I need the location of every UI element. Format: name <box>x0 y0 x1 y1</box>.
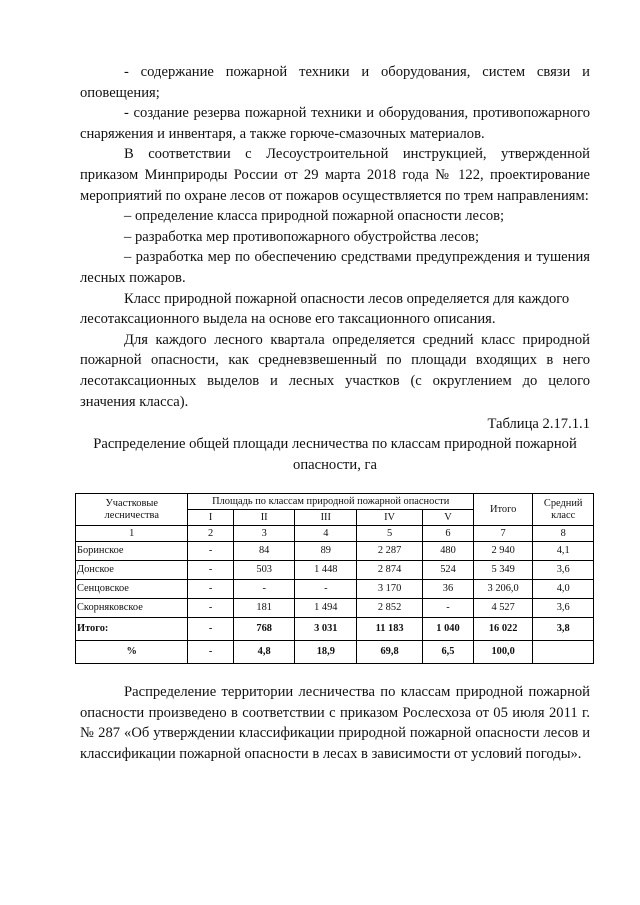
table-cell: 768 <box>233 618 295 641</box>
table-header-row <box>76 494 594 510</box>
paragraph-quarter-average: Для каждого лесного квартала определяется средний класс природной пожарной опасности, как средневзвешенный по площади входящих в него лесотаксационных выделов и лесных участков (с округлением до целого значения класса). <box>80 331 590 410</box>
table-cell: 2 287 <box>357 542 423 561</box>
table-cell: 181 <box>233 599 295 618</box>
table-cell: 1 448 <box>295 561 357 580</box>
header-class-5: V <box>423 510 474 526</box>
table-cell: 3 031 <box>295 618 357 641</box>
col-number: 8 <box>533 526 594 542</box>
table-cell: 6,5 <box>423 641 474 664</box>
total-label: Итого: <box>76 618 188 641</box>
header-class-4: IV <box>357 510 423 526</box>
table-cell: 16 022 <box>473 618 532 641</box>
table-cell: - <box>295 580 357 599</box>
forestry-name: Сенцовское <box>76 580 188 599</box>
paragraph-class-by-section: Класс природной пожарной опасности лесов определяется для каждого лесотаксационного выдела на основе его таксационного описания. <box>80 290 570 328</box>
table-row <box>76 561 594 580</box>
table-cell: 4,0 <box>533 580 594 599</box>
percent-label: % <box>76 641 188 664</box>
header-average-class: Средний класс <box>533 494 594 526</box>
paragraph-order-reference: Распределение территории лесничества по классам природной пожарной опасности произведено в соответствии с приказом Рослесхоза от 05 июля 2011 г. № 287 «Об утверждении классификации природной пожарной опасности лесов и классификации пожарной опасности в лесах в зависимости от условий погоды». <box>80 684 590 762</box>
table-cell: 5 349 <box>473 561 532 580</box>
header-class-3: III <box>295 510 357 526</box>
col-number: 3 <box>233 526 295 542</box>
table-cell: - <box>188 561 233 580</box>
header-forestry: Участковые лесничества <box>76 494 188 526</box>
col-number: 7 <box>473 526 532 542</box>
table-cell: - <box>188 599 233 618</box>
table-cell: - <box>188 542 233 561</box>
table-row <box>76 542 594 561</box>
list-item-equipment: - содержание пожарной техники и оборудования, систем связи и оповещения; <box>80 64 590 101</box>
col-number: 1 <box>76 526 188 542</box>
col-number: 5 <box>357 526 423 542</box>
table-cell: 89 <box>295 542 357 561</box>
table-cell: - <box>233 580 295 599</box>
table-cell: 4,8 <box>233 641 295 664</box>
table-row <box>76 599 594 618</box>
list-item-fire-measures: – разработка мер противопожарного обустройства лесов; <box>124 228 480 245</box>
table-cell: 2 940 <box>473 542 532 561</box>
fire-danger-table <box>75 493 594 664</box>
table-percent-row <box>76 641 594 664</box>
table-cell: - <box>188 580 233 599</box>
table-cell: 2 852 <box>357 599 423 618</box>
table-total-row <box>76 618 594 641</box>
table-cell: 3 206,0 <box>473 580 532 599</box>
list-item-class-definition: – определение класса природной пожарной опасности лесов; <box>124 208 505 225</box>
table-cell: 4,1 <box>533 542 594 561</box>
table-cell: 1 494 <box>295 599 357 618</box>
header-total: Итого <box>473 494 532 526</box>
table-cell: 69,8 <box>357 641 423 664</box>
table-cell: 524 <box>423 561 474 580</box>
table-column-numbers-row <box>76 526 594 542</box>
forestry-name: Боринское <box>76 542 188 561</box>
table-cell: - <box>423 599 474 618</box>
forestry-name: Донское <box>76 561 188 580</box>
table-cell: 3,6 <box>533 599 594 618</box>
document-page <box>77 62 590 764</box>
col-number: 6 <box>423 526 474 542</box>
list-item-prevention: – разработка мер по обеспечению средствами предупреждения и тушения лесных пожаров. <box>80 249 590 286</box>
forestry-name: Скорняковское <box>76 599 188 618</box>
col-number: 2 <box>188 526 233 542</box>
table-title: Распределение общей площади лесничества по классам природной пожарной опасности, га <box>93 436 577 473</box>
table-cell: 18,9 <box>295 641 357 664</box>
table-number: Таблица 2.17.1.1 <box>487 416 590 433</box>
table-cell: 36 <box>423 580 474 599</box>
list-item-reserve: - создание резерва пожарной техники и оборудования, противопожарного снаряжения и инвентаря, а также горюче-смазочных материалов. <box>80 105 590 142</box>
table-cell: 4 527 <box>473 599 532 618</box>
table-cell: 3,8 <box>533 618 594 641</box>
table-cell: 3 170 <box>357 580 423 599</box>
table-cell: 480 <box>423 542 474 561</box>
table-cell: 84 <box>233 542 295 561</box>
table-cell <box>533 641 594 664</box>
table-cell: 503 <box>233 561 295 580</box>
table-cell: 1 040 <box>423 618 474 641</box>
header-class-1: I <box>188 510 233 526</box>
table-cell: 2 874 <box>357 561 423 580</box>
header-class-2: II <box>233 510 295 526</box>
table-cell: 11 183 <box>357 618 423 641</box>
table-cell: - <box>188 618 233 641</box>
table-cell: 100,0 <box>473 641 532 664</box>
table-cell: 3,6 <box>533 561 594 580</box>
table-row <box>76 580 594 599</box>
table-cell: - <box>188 641 233 664</box>
col-number: 4 <box>295 526 357 542</box>
header-area-by-class: Площадь по классам природной пожарной опасности <box>188 494 473 510</box>
paragraph-instruction: В соответствии с Лесоустроительной инструкцией, утвержденной приказом Минприроды России от 29 марта 2018 года № 122, проектирование мероприятий по охране лесов от пожаров осуществляется по трем направлениям: <box>80 146 590 204</box>
